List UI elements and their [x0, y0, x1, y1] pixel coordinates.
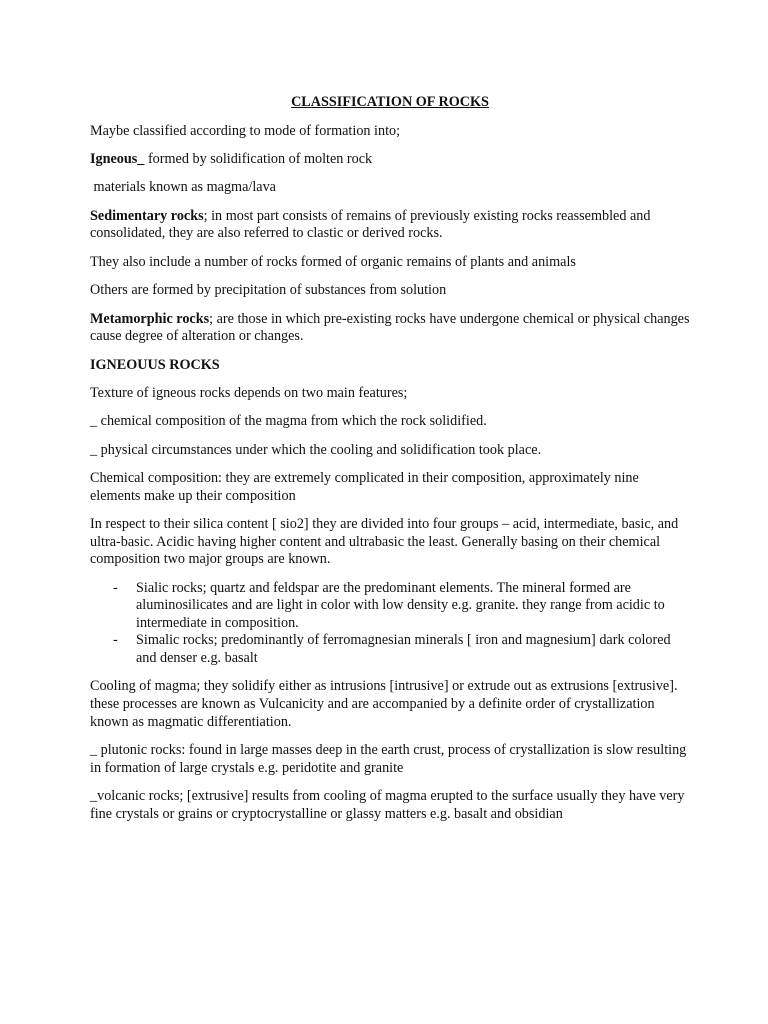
volcanic-paragraph: _volcanic rocks; [extrusive] results from cooling of magma erupted to the surface usually they have very fine crystals or grains or cryptocrystalline or glassy matters e.g. basalt and obsidian — [90, 787, 685, 822]
feature-1: _ chemical composition of the magma from which the rock solidified. — [90, 413, 487, 430]
list-item — [90, 632, 690, 667]
list-item-text: Sialic rocks; quartz and feldspar are the predominant elements. The mineral formed are aluminosilicates and are light in color with low density e.g. granite. they range from acidic to intermediate in composition. — [136, 579, 665, 631]
section-heading: IGNEOUUS ROCKS — [90, 356, 220, 373]
igneous-continuation: materials known as magma/lava — [90, 179, 276, 196]
sedimentary-term: Sedimentary rocks — [90, 207, 204, 224]
document-title: CLASSIFICATION OF ROCKS — [291, 94, 489, 110]
intro-paragraph: Maybe classified according to mode of formation into; — [90, 122, 401, 139]
silica-paragraph: In respect to their silica content [ sio2] they are divided into four groups – acid, intermediate, basic, and ultra-basic. Acidic having higher content and ultrabasic the least. Generally basing on their chemical composition two major groups are known. — [90, 516, 679, 568]
metamorphic-text: ; are those in which pre-existing rocks have undergone chemical or physical changes cause degree of alteration or changes. — [90, 310, 690, 345]
igneous-paragraph — [90, 151, 690, 169]
list-item-text: Simalic rocks; predominantly of ferromagnesian minerals [ iron and magnesium] dark colored and denser e.g. basalt — [136, 632, 671, 667]
plutonic-paragraph: _ plutonic rocks: found in large masses deep in the earth crust, process of crystallization is slow resulting in formation of large crystals e.g. peridotite and granite — [90, 741, 687, 776]
metamorphic-term: Metamorphic rocks — [90, 310, 210, 327]
list-item — [90, 580, 690, 633]
igneous-term: Igneous_ — [90, 150, 145, 167]
igneous-text: formed by solidification of molten rock — [144, 150, 373, 167]
cooling-paragraph: Cooling of magma; they solidify either as intrusions [intrusive] or extrude out as extrusions [extrusive]. these processes are known as Vulcanicity and are accompanied by a definite order of crystallization known as magmatic differentiation. — [90, 678, 678, 730]
document-page — [90, 94, 690, 834]
list-marker: - — [113, 579, 118, 596]
sedimentary-paragraph — [90, 208, 690, 243]
metamorphic-paragraph — [90, 311, 690, 346]
texture-paragraph: Texture of igneous rocks depends on two main features; — [90, 384, 408, 401]
list-marker: - — [113, 632, 118, 649]
sedimentary-text: ; in most part consists of remains of previously existing rocks reassembled and consolidated, they are also referred to clastic or derived rocks. — [90, 207, 651, 242]
feature-2: _ physical circumstances under which the cooling and solidification took place. — [90, 441, 542, 458]
rock-groups-list — [90, 580, 690, 668]
precipitation-paragraph: Others are formed by precipitation of substances from solution — [90, 282, 447, 299]
organic-paragraph: They also include a number of rocks formed of organic remains of plants and animals — [90, 253, 576, 270]
chemical-composition-paragraph: Chemical composition: they are extremely complicated in their composition, approximately nine elements make up their composition — [90, 470, 639, 504]
